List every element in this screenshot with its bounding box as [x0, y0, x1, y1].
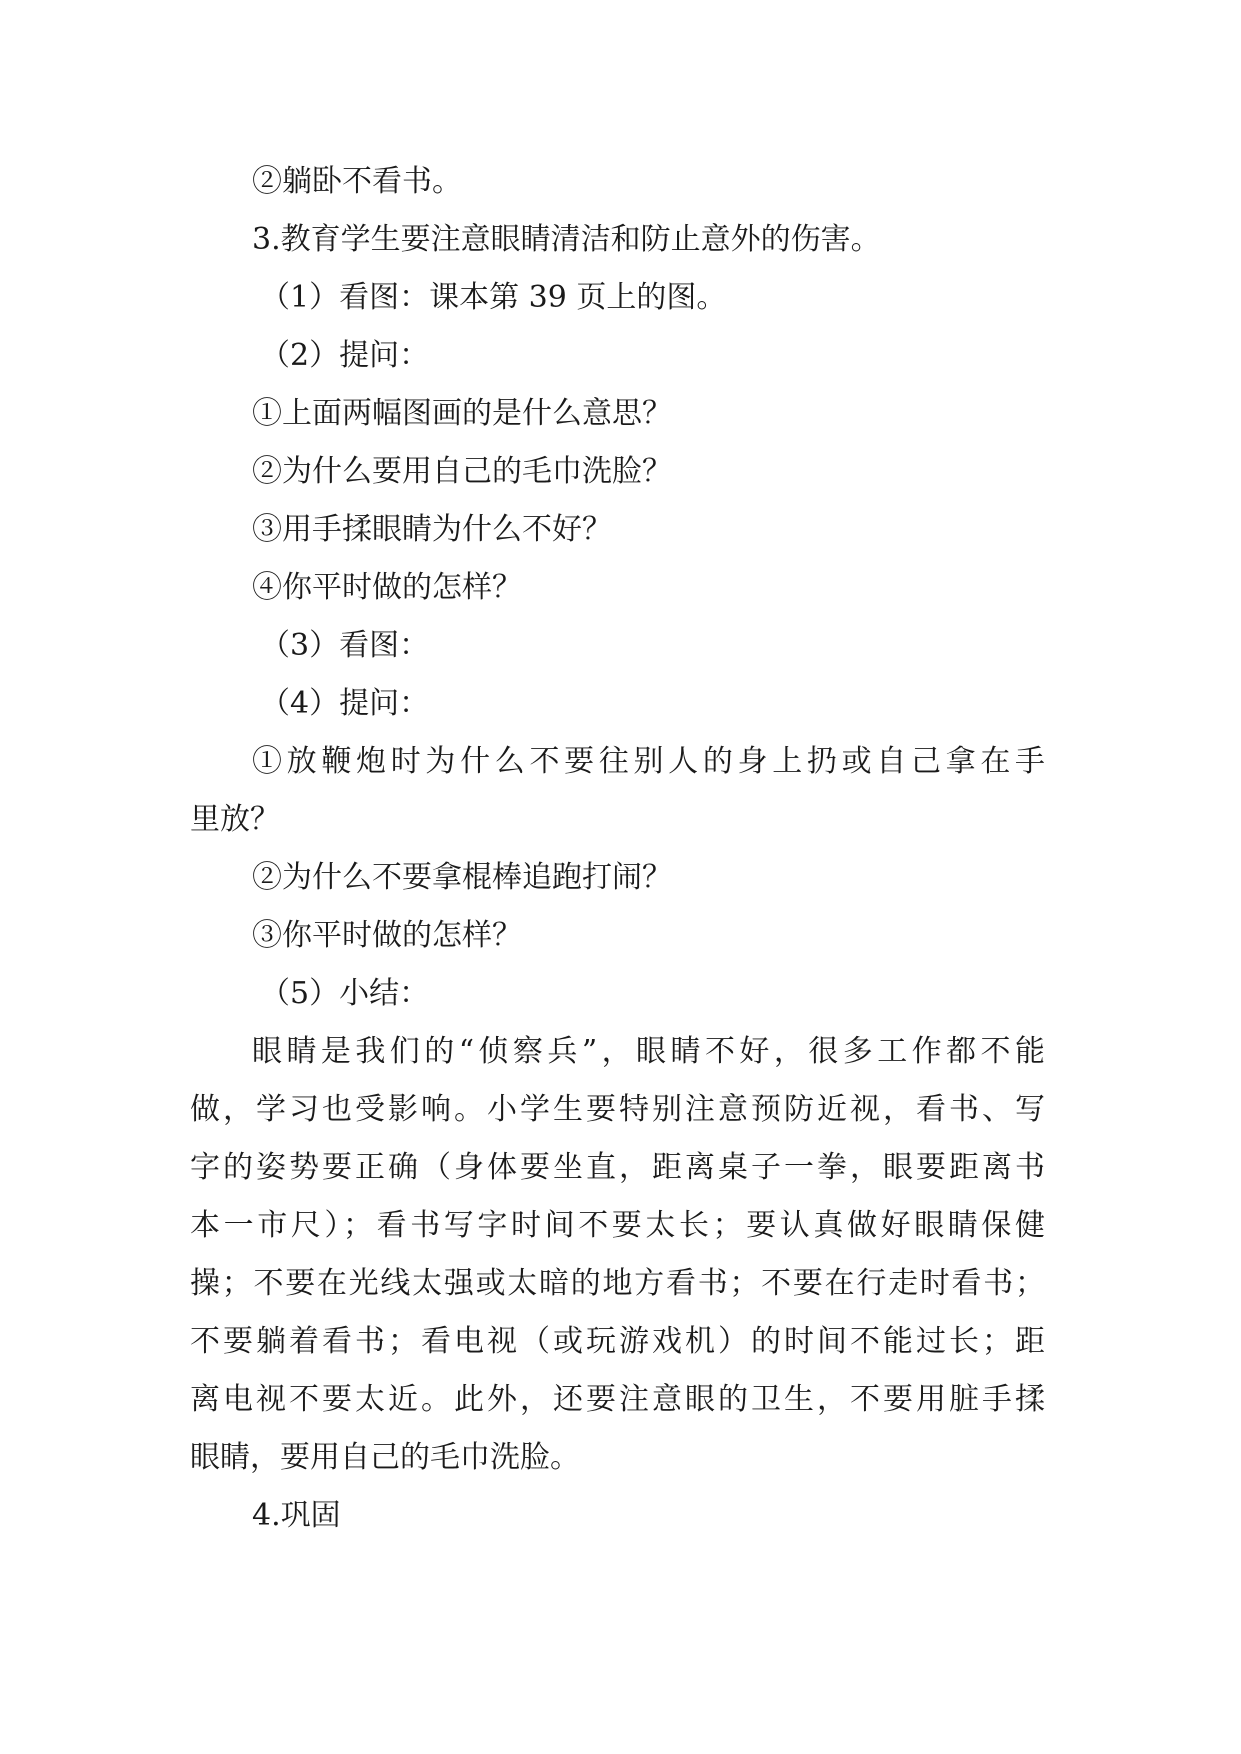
text-line-8: ④你平时做的怎样？	[252, 570, 522, 605]
text-line-3: （1）看图：课本第 39 页上的图。	[260, 280, 727, 315]
text-line-9: （3）看图：	[260, 628, 430, 663]
text-line-19: 本一市尺）；看书写字时间不要太长；要认真做好眼睛保健	[190, 1208, 1045, 1243]
text-line-13: ②为什么不要拿棍棒追跑打闹？	[252, 860, 672, 895]
text-line-23: 眼睛，要用自己的毛巾洗脸。	[190, 1440, 580, 1475]
text-line-5: ①上面两幅图画的是什么意思？	[252, 396, 672, 431]
text-line-21: 不要躺着看书；看电视（或玩游戏机）的时间不能过长；距	[190, 1324, 1045, 1359]
text-line-12: 里放？	[190, 802, 280, 837]
text-line-24: 4.巩固	[252, 1498, 341, 1533]
text-line-10: （4）提问：	[260, 686, 430, 721]
text-line-17: 做，学习也受影响。小学生要特别注意预防近视，看书、写	[190, 1092, 1045, 1127]
text-line-14: ③你平时做的怎样？	[252, 918, 522, 953]
text-line-4: （2）提问：	[260, 338, 430, 373]
text-line-15: （5）小结：	[260, 976, 430, 1011]
text-line-6: ②为什么要用自己的毛巾洗脸？	[252, 454, 672, 489]
text-line-7: ③用手揉眼睛为什么不好？	[252, 512, 612, 547]
text-line-11: ①放鞭炮时为什么不要往别人的身上扔或自己拿在手	[252, 744, 1045, 779]
text-line-22: 离电视不要太近。此外，还要注意眼的卫生，不要用脏手揉	[190, 1382, 1045, 1417]
text-line-18: 字的姿势要正确（身体要坐直，距离桌子一拳，眼要距离书	[190, 1150, 1045, 1185]
text-line-20: 操；不要在光线太强或太暗的地方看书；不要在行走时看书；	[190, 1266, 1045, 1301]
text-line-16: 眼睛是我们的“侦察兵”，眼睛不好，很多工作都不能	[252, 1034, 1045, 1069]
text-line-1: ②躺卧不看书。	[252, 164, 462, 199]
text-line-2: 3.教育学生要注意眼睛清洁和防止意外的伤害。	[252, 222, 881, 257]
